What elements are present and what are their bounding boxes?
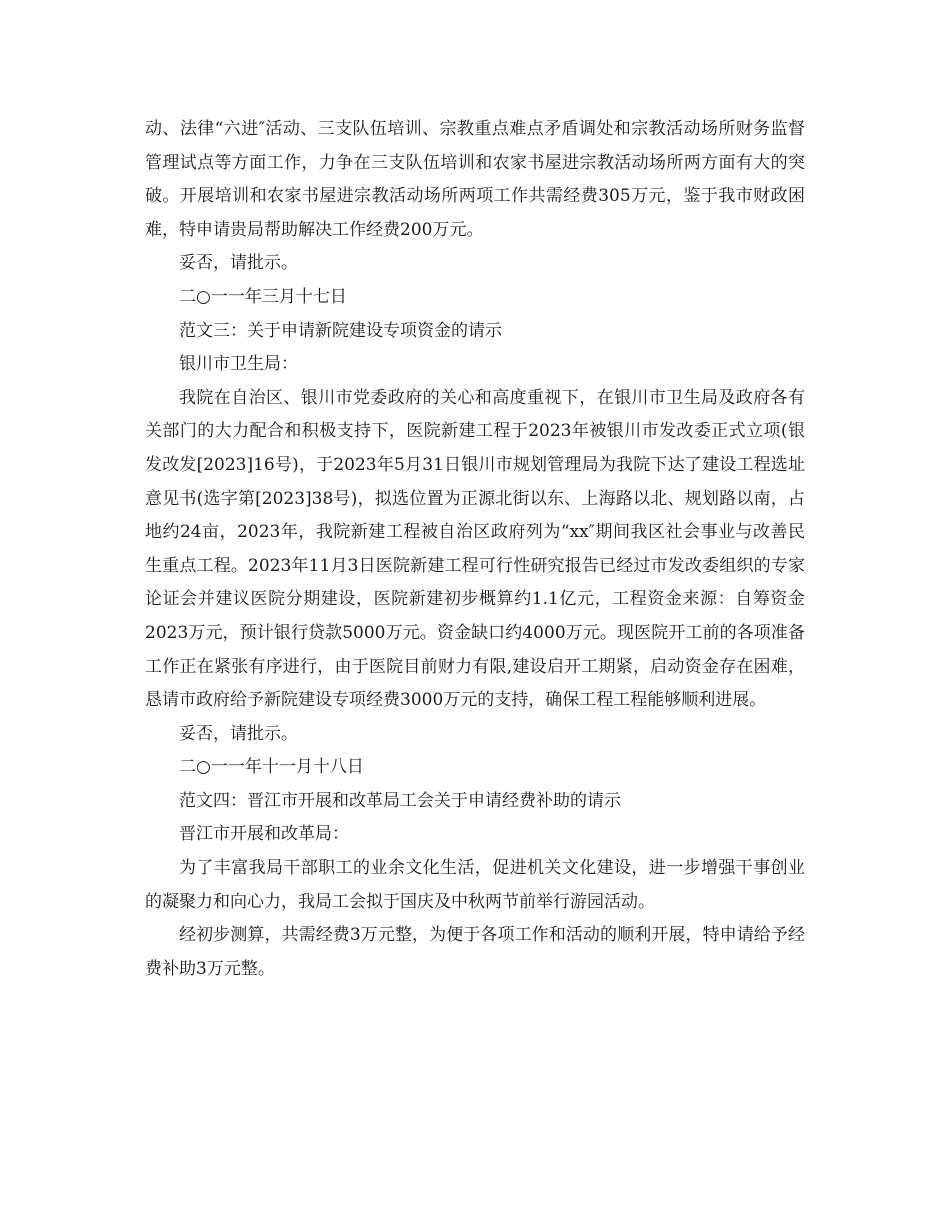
section-heading-sample-4: 范文四：晋江市开展和改革局工会关于申请经费补助的请示 xyxy=(179,790,621,811)
date-line: 二○一一年三月十七日 xyxy=(179,286,347,307)
paragraph-continuation-budget: 动、法律“六进″活动、三支队伍培训、宗教重点难点矛盾调处和宗教活动场所财务监督管理试点等方面工作，力争在三支队伍培训和农家书屋进宗教活动场所两方面有大的突破。开展培训和农家书屋进宗教活动场所两项工作共需经费305万元，鉴于我市财政困难，特申请贵局帮助解决工作经费200万元。 xyxy=(145,119,805,240)
addressee-line: 银川市卫生局： xyxy=(179,354,298,375)
closing-request-approval: 妥否，请批示。 xyxy=(179,723,298,744)
addressee-line: 晋江市开展和改革局： xyxy=(179,824,349,845)
paragraph-union-activity: 为了丰富我局干部职工的业余文化生活，促进机关文化建设，进一步增强干事创业的凝聚力和向心力，我局工会拟于国庆及中秋两节前举行游园活动。 xyxy=(145,858,805,912)
section-heading-sample-3: 范文三：关于申请新院建设专项资金的请示 xyxy=(179,320,502,341)
closing-request-approval: 妥否，请批示。 xyxy=(179,253,298,274)
date-line: 二○一一年十一月十八日 xyxy=(179,757,364,778)
paragraph-hospital-construction: 我院在自治区、银川市党委政府的关心和高度重视下，在银川市卫生局及政府各有关部门的大力配合和积极支持下，医院新建工程于2023年被银川市发改委正式立项(银发改发[2023]16号)，于2023年5月31日银川市规划管理局为我院下达了建设工程选址意见书(选字第[2023]38号)，拟选位置为正源北街以东、上海路以北、规划路以南，占地约24亩，2023年，我院新建工程被自治区政府列为“xx″期间我区社会事业与改善民生重点工程。2023年11月3日医院新建工程可行性研究报告已经过市发改委组织的专家论证会并建议医院分期建设，医院新建初步概算约1.1亿元，工程资金来源：自筹资金2023万元，预计银行贷款5000万元。资金缺口约4000万元。现医院开工前的各项准备工作正在紧张有序进行，由于医院目前财力有限,建设启开工期紧，启动资金存在困难，恳请市政府给予新院建设专项经费3000万元的支持，确保工程工程能够顺利进展。 xyxy=(145,387,805,711)
document-body xyxy=(145,113,805,986)
paragraph-funding-request: 经初步测算，共需经费3万元整，为便于各项工作和活动的顺利开展，特申请给予经费补助3万元整。 xyxy=(145,925,805,979)
